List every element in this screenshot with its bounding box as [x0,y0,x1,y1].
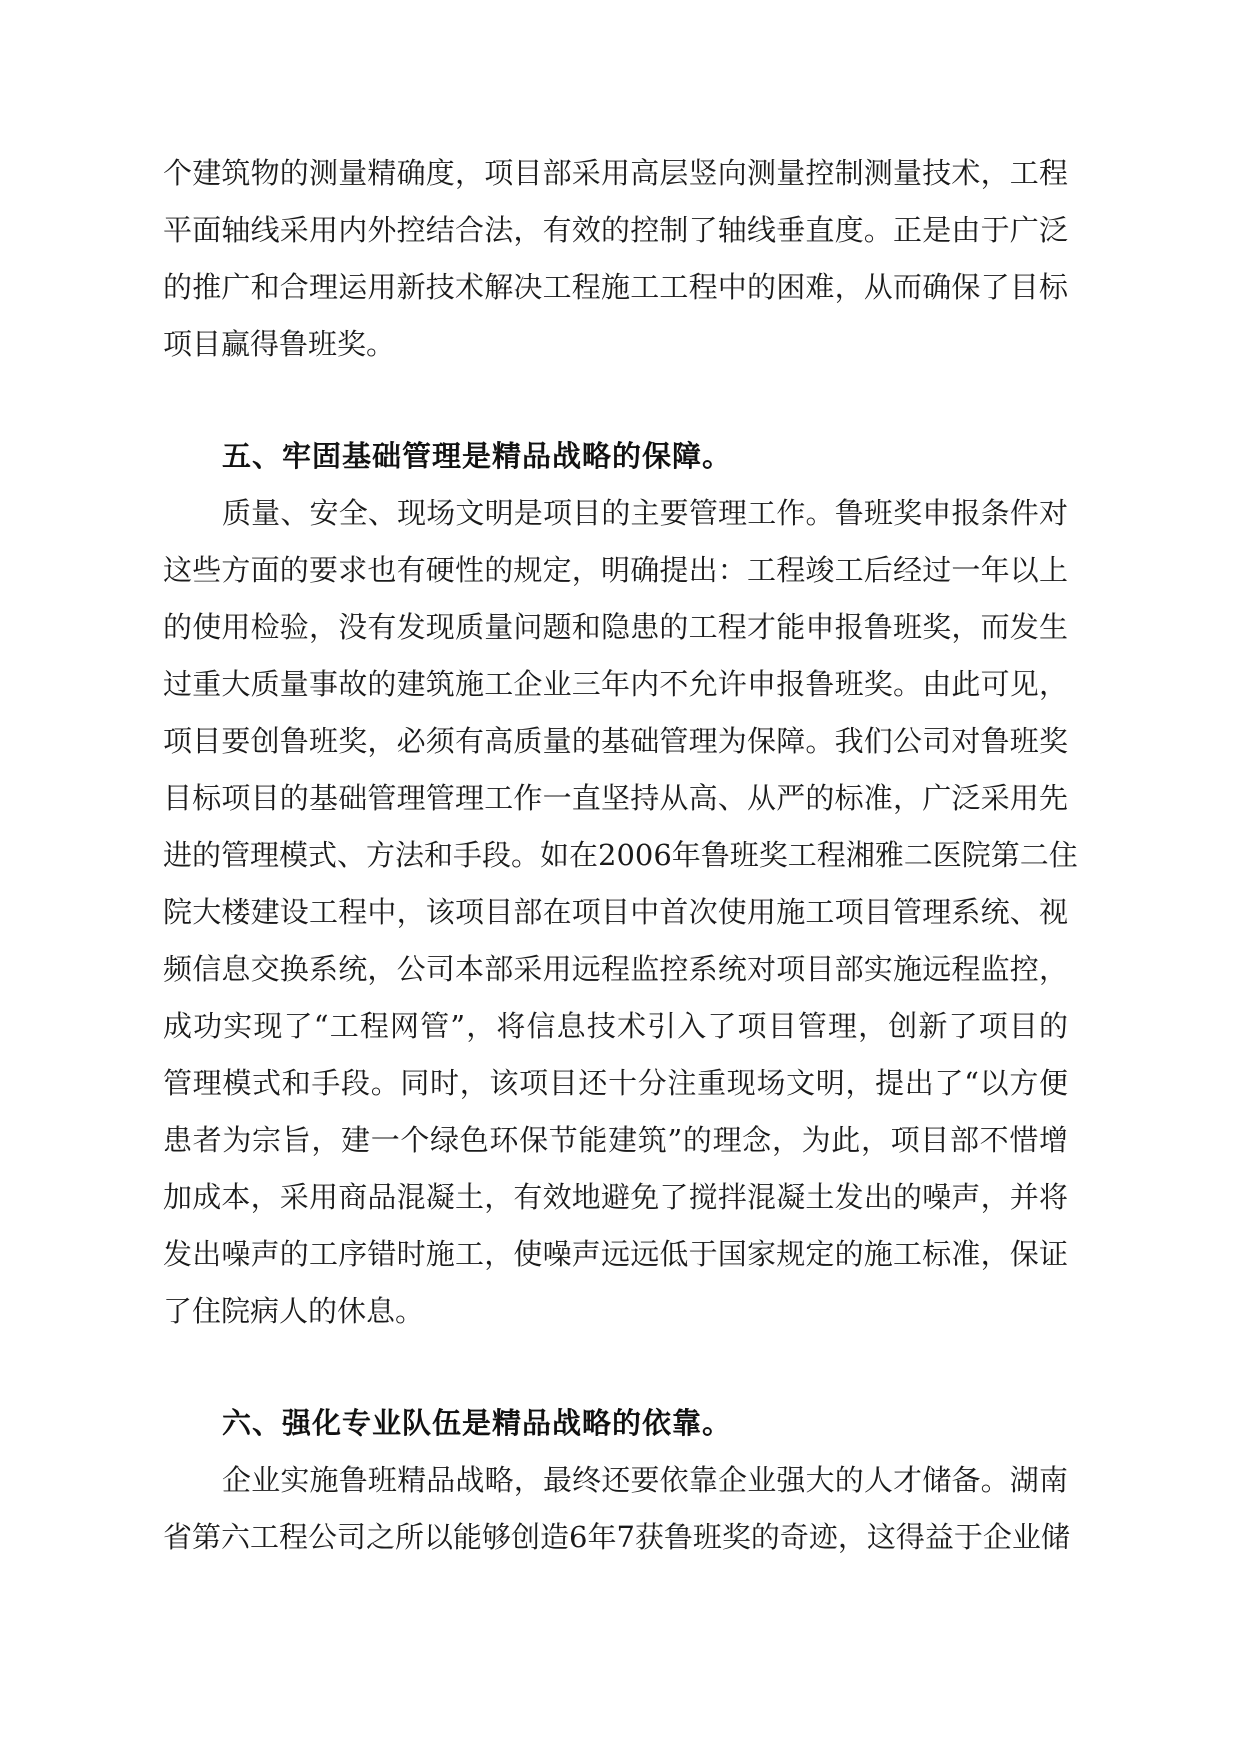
paragraph-line: 了住院病人的休息。 [163,1294,425,1328]
paragraph-line: 个建筑物的测量精确度，项目部采用高层竖向测量控制测量技术，工程 [163,156,1068,190]
paragraph-line: 目标项目的基础管理管理工作一直坚持从高、从严的标准，广泛采用先 [163,781,1068,815]
paragraph-line: 项目赢得鲁班奖。 [163,327,396,361]
paragraph-line: 企业实施鲁班精品战略，最终还要依靠企业强大的人才储备。湖南 [222,1463,1068,1497]
paragraph-line: 的使用检验，没有发现质量问题和隐患的工程才能申报鲁班奖，而发生 [163,610,1068,644]
paragraph-line: 院大楼建设工程中，该项目部在项目中首次使用施工项目管理系统、视 [163,895,1068,929]
paragraph-line: 平面轴线采用内外控结合法，有效的控制了轴线垂直度。正是由于广泛 [163,213,1068,247]
paragraph-line: 省第六工程公司之所以能够创造6年7获鲁班奖的奇迹，这得益于企业储 [163,1520,1070,1554]
paragraph-line: 的推广和合理运用新技术解决工程施工工程中的困难，从而确保了目标 [163,270,1068,304]
paragraph-line: 患者为宗旨，建一个绿色环保节能建筑”的理念，为此，项目部不惜增 [163,1123,1068,1157]
paragraph-line: 发出噪声的工序错时施工，使噪声远远低于国家规定的施工标准，保证 [163,1237,1068,1271]
paragraph-line: 频信息交换系统，公司本部采用远程监控系统对项目部实施远程监控， [163,952,1068,986]
paragraph-line: 这些方面的要求也有硬性的规定，明确提出：工程竣工后经过一年以上 [163,553,1068,587]
paragraph-line: 质量、安全、现场文明是项目的主要管理工作。鲁班奖申报条件对 [222,496,1068,530]
paragraph-line: 加成本，采用商品混凝土，有效地避免了搅拌混凝土发出的噪声，并将 [163,1180,1068,1214]
section-heading: 六、强化专业队伍是精品战略的依靠。 [222,1406,733,1440]
paragraph-line: 项目要创鲁班奖，必须有高质量的基础管理为保障。我们公司对鲁班奖 [163,724,1068,758]
paragraph-line: 过重大质量事故的建筑施工企业三年内不允许申报鲁班奖。由此可见， [163,667,1068,701]
section-heading: 五、牢固基础管理是精品战略的保障。 [222,439,733,473]
paragraph-line: 管理模式和手段。同时，该项目还十分注重现场文明，提出了“以方便 [163,1066,1068,1100]
paragraph-line: 进的管理模式、方法和手段。如在2006年鲁班奖工程湘雅二医院第二住 [163,838,1078,872]
paragraph-line: 成功实现了“工程网管”，将信息技术引入了项目管理，创新了项目的 [163,1009,1068,1043]
